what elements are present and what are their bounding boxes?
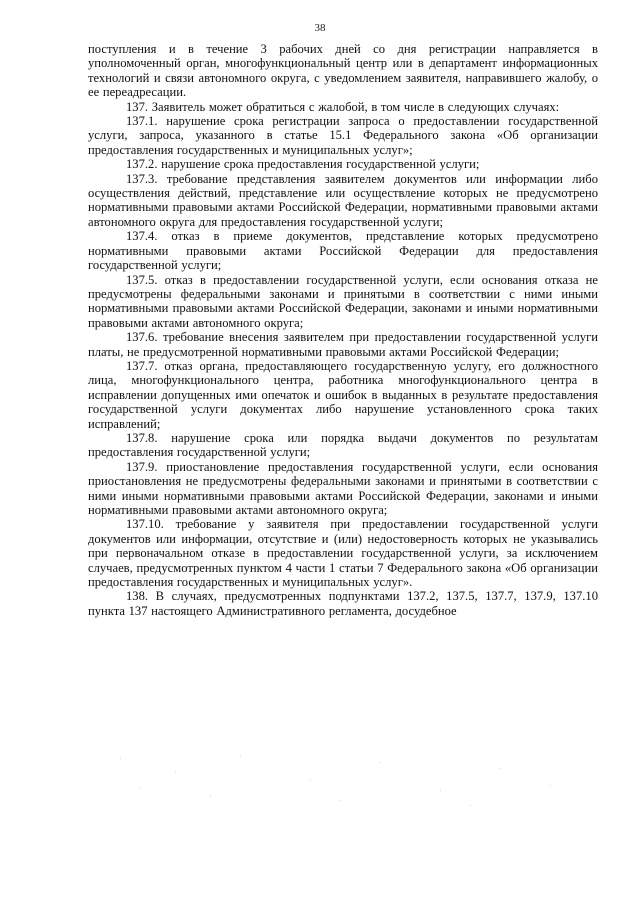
scan-speck <box>240 755 241 756</box>
paragraph-continuation: поступления и в течение 3 рабочих дней со дня регистрации направляется в уполномоченный орган, многофункциональный центр или в департамент информационных технологий и связи автономного округа, с уведомлением заявителя, направившего жалобу, о ее переадресации. <box>88 42 598 100</box>
paragraph-137-6: 137.6. требование внесения заявителем при предоставлении государственной услуги платы, не предусмотренной нормативными правовыми актами Российской Федерации; <box>88 330 598 359</box>
scan-speck <box>500 768 501 769</box>
scan-speck <box>140 788 141 789</box>
page-number: 38 <box>314 22 326 34</box>
paragraph-137-2: 137.2. нарушение срока предоставления государственной услуги; <box>126 157 480 172</box>
paragraph-138: 138. В случаях, предусмотренных подпунктами 137.2, 137.5, 137.7, 137.9, 137.10 пункта 137 настоящего Административного регламента, досудебное <box>88 589 598 618</box>
paragraph-137-3: 137.3. требование представления заявителем документов или информации либо осуществления действий, представление или осуществление которых не предусмотрено нормативными правовыми актами Российской Федерации, нормативными правовыми актами автономного округа для предоставления государственной услуги; <box>88 171 598 229</box>
scan-speck <box>340 800 341 801</box>
paragraph-137-10: 137.10. требование у заявителя при предоставлении государственной услуги документов или информации, отсутствие и (или) недостоверность которых не указывались при первоначальном отказе в предоставлении государственной услуги, за исключением случаев, предусмотренных пунктом 4 части 1 статьи 7 Федерального закона «Об организации предоставления государственных и муниципальных услуг». <box>88 517 598 590</box>
paragraph-137-5: 137.5. отказ в предоставлении государственной услуги, если основания отказа не предусмотрены федеральными законами и принятыми в соответствии с ними иными нормативными правовыми актами Российской Федерации, законами и иными нормативными правовыми актами автономного округа; <box>88 272 598 330</box>
scan-speck <box>210 795 211 796</box>
scan-speck <box>470 805 471 806</box>
scan-speck <box>310 780 311 781</box>
scan-speck <box>175 772 176 773</box>
paragraph-137-4: 137.4. отказ в приеме документов, представление которых предусмотрено нормативными правовыми актами Российской Федерации для предоставления государственной услуги; <box>88 229 598 273</box>
paragraph-137-1: 137.1. нарушение срока регистрации запроса о предоставлении государственной услуги, запроса, указанного в статье 15.1 Федерального закона «Об организации предоставления государственных и муниципальных услуг»; <box>88 114 598 157</box>
paragraph-137-7: 137.7. отказ органа, предоставляющего государственную услугу, его должностного лица, многофункционального центра, работника многофункционального центра в исправлении допущенных ими опечаток и ошибок в выданных в результате предоставления государственной услуги документах либо нарушение установленного срока таких исправлений; <box>88 358 598 431</box>
document-body <box>88 42 598 618</box>
paragraph-137: 137. Заявитель может обратиться с жалобой, в том числе в следующих случаях: <box>126 99 560 114</box>
paragraph-137-9: 137.9. приостановление предоставления государственной услуги, если основания приостановления не предусмотрены федеральными законами и принятыми в соответствии с ними иными нормативными правовыми актами Российской Федерации, законами и иными нормативными правовыми актами автономного округа; <box>88 459 598 517</box>
paragraph-137-8: 137.8. нарушение срока или порядка выдачи документов по результатам предоставления государственной услуги; <box>88 430 598 460</box>
scan-speck <box>380 762 381 763</box>
scan-speck <box>550 785 551 786</box>
scan-noise <box>80 750 590 810</box>
scan-speck <box>440 790 441 791</box>
scan-speck <box>120 758 121 759</box>
